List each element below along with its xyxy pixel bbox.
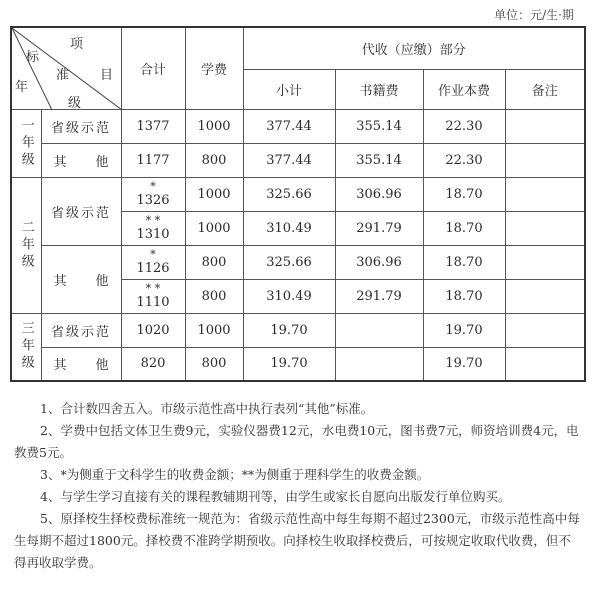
- cell-books: 291.79: [335, 211, 423, 245]
- cell-books: 306.96: [335, 245, 423, 279]
- cell-tuition: 1000: [185, 313, 243, 347]
- cell-books: 355.14: [335, 109, 423, 143]
- note-5: 5、原择校生择校费标准统一规范为：省级示范性高中每生每期不超过2300元，市级示范性高中每生每期不超过1800元。择校费不准跨学期预收。向择校生收取择校费后，可按规定收取代收费，但不得再收取学费。: [14, 511, 580, 570]
- total-value: 1310: [136, 227, 170, 242]
- corner-biao: 标: [26, 50, 40, 65]
- total-value: 1126: [136, 261, 170, 276]
- school-type-label: 省级示范: [41, 109, 121, 143]
- star-mark: *: [150, 180, 156, 193]
- grade-label: 二年级: [18, 219, 34, 271]
- cell-total: 820: [121, 347, 185, 381]
- cell-subtotal: 325.66: [243, 245, 335, 279]
- cell-subtotal: 19.70: [243, 347, 335, 381]
- cell-books: [335, 347, 423, 381]
- cell-tuition: 800: [185, 143, 243, 177]
- grade-cell-2: [11, 177, 41, 313]
- table-row: [11, 347, 585, 381]
- school-type-label: [41, 143, 121, 177]
- cell-books: 291.79: [335, 279, 423, 313]
- school-type-label: [41, 347, 121, 381]
- fee-table: [10, 26, 586, 382]
- cell-remark: [505, 313, 585, 347]
- cell-exercise: 19.70: [423, 313, 505, 347]
- cell-tuition: 800: [185, 279, 243, 313]
- corner-header-cell: [11, 27, 121, 109]
- cell-remark: [505, 109, 585, 143]
- other-label-b: 他: [95, 358, 109, 374]
- table-row: [11, 143, 585, 177]
- header-total: 合计: [121, 27, 185, 109]
- grade-cell-3: [11, 313, 41, 381]
- corner-xiang: 项: [70, 37, 84, 52]
- header-books: 书籍费: [335, 69, 423, 109]
- cell-subtotal: 19.70: [243, 313, 335, 347]
- note-4: 4、与学生学习直接有关的课程教辅期刊等，由学生或家长自愿向出版发行单位购买。: [40, 489, 511, 504]
- header-tuition: 学费: [185, 27, 243, 109]
- cell-total: [121, 211, 185, 245]
- cell-exercise: 18.70: [423, 211, 505, 245]
- cell-tuition: 1000: [185, 211, 243, 245]
- cell-total: [121, 177, 185, 211]
- cell-total: 1177: [121, 143, 185, 177]
- header-remark: 备注: [505, 69, 585, 109]
- cell-remark: [505, 279, 585, 313]
- corner-ji: 级: [68, 96, 82, 111]
- cell-exercise: 18.70: [423, 245, 505, 279]
- cell-tuition: 800: [185, 245, 243, 279]
- cell-tuition: 1000: [185, 109, 243, 143]
- cell-exercise: 22.30: [423, 143, 505, 177]
- cell-tuition: 800: [185, 347, 243, 381]
- star-mark: * *: [145, 214, 161, 227]
- note-3: 3、*为侧重于文科学生的收费金额；**为侧重于理科学生的收费金额。: [40, 467, 430, 482]
- cell-remark: [505, 245, 585, 279]
- cell-books: 355.14: [335, 143, 423, 177]
- notes-section: [14, 398, 582, 574]
- table-row: [11, 177, 585, 211]
- cell-subtotal: 377.44: [243, 109, 335, 143]
- grade-cell-1: [11, 109, 41, 177]
- header-collect-group: 代收（应缴）部分: [243, 27, 585, 69]
- cell-total: [121, 245, 185, 279]
- cell-total: 1020: [121, 313, 185, 347]
- cell-exercise: 18.70: [423, 177, 505, 211]
- other-label-b: 他: [95, 273, 109, 289]
- table-row: [11, 313, 585, 347]
- cell-total: 1377: [121, 109, 185, 143]
- corner-mu: 目: [100, 68, 114, 83]
- cell-books: 306.96: [335, 177, 423, 211]
- note-2: 2、学费中包括文体卫生费9元，实验仪器费12元，水电费10元，图书费7元，师资培训费4元，电教费5元。: [14, 423, 579, 460]
- cell-exercise: 19.70: [423, 347, 505, 381]
- other-label-a: 其: [53, 358, 67, 374]
- cell-subtotal: 325.66: [243, 177, 335, 211]
- total-value: 1110: [136, 295, 170, 310]
- cell-tuition: 1000: [185, 177, 243, 211]
- total-value: 1326: [136, 193, 170, 208]
- header-subtotal: 小计: [243, 69, 335, 109]
- unit-label: 单位：元/生·期: [494, 8, 574, 22]
- cell-subtotal: 310.49: [243, 279, 335, 313]
- corner-nian: 年: [15, 80, 29, 95]
- cell-remark: [505, 347, 585, 381]
- cell-remark: [505, 143, 585, 177]
- header-exercise: 作业本费: [423, 69, 505, 109]
- grade-label: 一年级: [18, 117, 34, 169]
- cell-total: [121, 279, 185, 313]
- cell-subtotal: 377.44: [243, 143, 335, 177]
- note-1: 1、合计数四舍五入。市级示范性高中执行表列“其他”标准。: [40, 401, 374, 416]
- cell-remark: [505, 211, 585, 245]
- corner-zhun: 准: [56, 68, 70, 83]
- school-type-label: 省级示范: [41, 313, 121, 347]
- cell-exercise: 18.70: [423, 279, 505, 313]
- school-type-label: [41, 245, 121, 313]
- grade-label: 三年级: [18, 321, 34, 373]
- cell-remark: [505, 177, 585, 211]
- other-label-a: 其: [53, 154, 67, 170]
- star-mark: *: [150, 248, 156, 261]
- table-row: [11, 245, 585, 279]
- other-label-b: 他: [95, 154, 109, 170]
- cell-subtotal: 310.49: [243, 211, 335, 245]
- table-row: [11, 109, 585, 143]
- star-mark: * *: [145, 282, 161, 295]
- other-label-a: 其: [53, 273, 67, 289]
- school-type-label: 省级示范: [41, 177, 121, 245]
- cell-exercise: 22.30: [423, 109, 505, 143]
- cell-books: [335, 313, 423, 347]
